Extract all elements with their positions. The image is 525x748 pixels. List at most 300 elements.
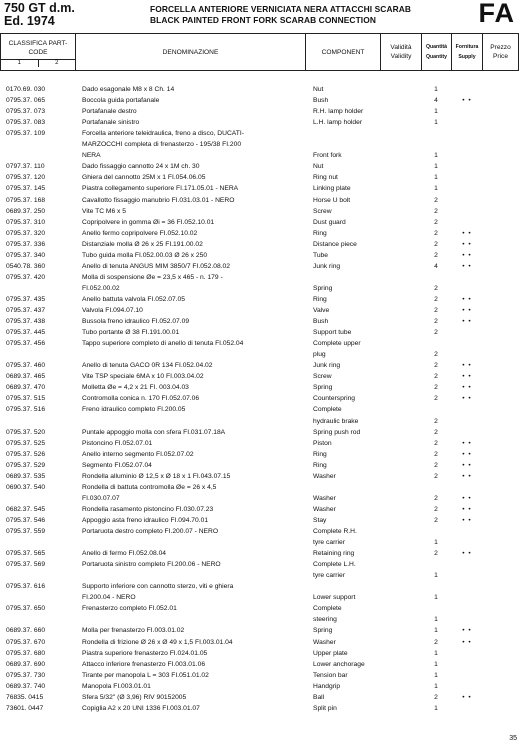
part-code: 0795.37. 438 bbox=[6, 318, 46, 326]
part-quantity: 2 bbox=[434, 362, 438, 370]
part-supply: • • bbox=[462, 229, 472, 237]
part-quantity: 1 bbox=[434, 627, 438, 635]
table-row bbox=[0, 483, 518, 493]
part-quantity: 4 bbox=[434, 262, 438, 270]
part-description: Puntale appoggio molla con sfera FI.031.07.18A bbox=[82, 428, 226, 436]
part-component: Washer bbox=[313, 494, 336, 502]
table-body-lines bbox=[1, 71, 519, 72]
part-code: 0690.37. 540 bbox=[6, 483, 46, 491]
part-quantity: 2 bbox=[434, 384, 438, 392]
part-description: Freno idraulico completo FI.200.05 bbox=[82, 406, 186, 414]
col-validity-label: Validity bbox=[390, 53, 412, 60]
part-quantity: 1 bbox=[434, 185, 438, 193]
part-quantity: 1 bbox=[434, 594, 438, 602]
table-row bbox=[0, 593, 518, 603]
part-component: Complete bbox=[313, 406, 342, 414]
table-row bbox=[0, 428, 518, 438]
table-row bbox=[0, 571, 518, 581]
part-component: Ring bbox=[313, 295, 327, 303]
part-description: Tubo portante Ø 38 FI.191.00.01 bbox=[82, 329, 180, 337]
part-description: Anello di tenuta GACO 0R 134 FI.052.04.02 bbox=[82, 362, 213, 370]
part-description: Portaruota sinistro completo FI.200.06 - NERO bbox=[82, 561, 221, 569]
part-component: Upper plate bbox=[313, 649, 348, 657]
part-code: 0795.37. 730 bbox=[6, 671, 46, 679]
table-row bbox=[0, 638, 518, 648]
table-row bbox=[0, 184, 518, 194]
part-code: 0795.37. 565 bbox=[6, 550, 46, 558]
part-quantity: 1 bbox=[434, 119, 438, 127]
part-quantity: 2 bbox=[434, 307, 438, 314]
part-code: 0540.78. 360 bbox=[6, 262, 46, 270]
part-code: 0795.37. 650 bbox=[6, 605, 46, 613]
part-quantity: 1 bbox=[434, 152, 438, 160]
part-description: Pistoncino FI.052.07.01 bbox=[82, 439, 153, 447]
part-description: Piastra collegamento superiore FI.171.05.01 - NERA bbox=[82, 185, 239, 193]
table-row bbox=[0, 660, 518, 670]
part-code: 0795.37. 516 bbox=[6, 406, 46, 414]
part-component: tyre carrier bbox=[313, 539, 345, 547]
part-supply: • • bbox=[462, 461, 472, 469]
part-component: Tube bbox=[313, 251, 328, 259]
col-classifica-label: CLASSIFICA PART-CODE bbox=[8, 39, 68, 56]
part-code: 0795.37. 546 bbox=[6, 516, 46, 524]
part-component: Lower support bbox=[313, 594, 356, 602]
part-supply: • • bbox=[462, 494, 472, 502]
col-fornitura-label: Fornitura bbox=[455, 44, 479, 50]
part-code: 0689.37. 740 bbox=[6, 682, 46, 690]
part-component: Bush bbox=[313, 318, 329, 326]
part-description: Portafanale sinistro bbox=[82, 119, 140, 127]
part-code: 0795.37. 670 bbox=[6, 638, 46, 646]
part-quantity: 2 bbox=[434, 550, 438, 558]
part-quantity: 1 bbox=[434, 660, 438, 668]
table-row bbox=[0, 549, 518, 559]
part-description: Tirante per manopola L = 303 FI.051.01.02 bbox=[82, 671, 209, 679]
part-component: plug bbox=[313, 351, 326, 359]
part-description: Forcella anteriore teleidraulica, freno a disco, DUCATI- bbox=[82, 130, 244, 138]
part-code: 0795.37. 569 bbox=[6, 561, 46, 569]
part-component: Lower anchorage bbox=[313, 660, 365, 668]
part-supply: • • bbox=[462, 318, 472, 326]
part-description: Rondella alluminio Ø 12,5 x Ø 18 x 1 FI.043.07.15 bbox=[82, 472, 231, 480]
part-supply: • • bbox=[462, 516, 472, 524]
part-quantity: 2 bbox=[434, 295, 438, 303]
part-supply: • • bbox=[462, 450, 472, 458]
part-code: 0689.37. 250 bbox=[6, 207, 46, 215]
part-quantity: 2 bbox=[434, 428, 438, 436]
part-quantity: 2 bbox=[434, 251, 438, 259]
table-row bbox=[0, 339, 518, 349]
table-row bbox=[0, 229, 518, 239]
part-component: Handgrip bbox=[313, 682, 341, 690]
part-code-subcols bbox=[1, 59, 75, 67]
part-quantity: 2 bbox=[434, 461, 438, 469]
part-component: Piston bbox=[313, 439, 332, 447]
part-component: Complete R.H. bbox=[313, 528, 357, 535]
table-row bbox=[0, 604, 518, 614]
table-row bbox=[0, 317, 518, 327]
part-supply: • • bbox=[462, 439, 472, 447]
part-component: R.H. lamp holder bbox=[313, 108, 364, 116]
table-row bbox=[0, 284, 518, 294]
col-validita-label: Validità bbox=[390, 44, 412, 51]
parts-table bbox=[0, 33, 519, 71]
part-quantity: 2 bbox=[434, 417, 438, 425]
part-quantity: 2 bbox=[434, 351, 438, 359]
header-title-block bbox=[150, 4, 411, 26]
part-component: Complete upper bbox=[313, 340, 361, 348]
part-component: Distance piece bbox=[313, 240, 357, 248]
part-code: 0795.37. 460 bbox=[6, 362, 46, 370]
table-row bbox=[0, 173, 518, 183]
part-description: Anello fermo copripolvere FI.052.10.02 bbox=[82, 229, 198, 237]
part-description: Molla per frenasterzo FI.003.01.02 bbox=[82, 627, 185, 635]
part-description: Dado fissaggio cannotto 24 x 1M ch. 30 bbox=[82, 163, 200, 171]
part-supply: • • bbox=[462, 262, 472, 270]
table-row bbox=[0, 295, 518, 305]
part-quantity: 2 bbox=[434, 284, 438, 292]
part-quantity: 2 bbox=[434, 207, 438, 215]
part-code: 0795.37. 320 bbox=[6, 229, 46, 237]
table-row bbox=[0, 439, 518, 449]
part-quantity: 2 bbox=[434, 229, 438, 237]
part-description: Supporto inferiore con cannotto sterzo, viti e ghiera bbox=[82, 583, 234, 591]
table-row bbox=[0, 85, 518, 95]
part-code: 0795.37. 145 bbox=[6, 185, 46, 193]
part-code: 0795.37. 559 bbox=[6, 528, 46, 535]
part-component: Valve bbox=[313, 307, 330, 314]
part-quantity: 1 bbox=[434, 108, 438, 116]
part-supply: • • bbox=[462, 251, 472, 259]
part-supply: • • bbox=[462, 505, 472, 513]
table-row bbox=[0, 405, 518, 415]
part-description: Portafanale destro bbox=[82, 108, 137, 116]
part-code: 0795.37. 435 bbox=[6, 295, 46, 303]
part-component: Bush bbox=[313, 97, 329, 105]
part-code: 0795.37. 120 bbox=[6, 174, 46, 182]
table-row bbox=[0, 96, 518, 106]
part-description: Attacco inferiore frenasterzo FI.003.01.06 bbox=[82, 660, 206, 668]
table-row bbox=[0, 372, 518, 382]
part-code: 0689.37. 470 bbox=[6, 384, 46, 392]
part-description: Frenasterzo completo FI.052.01 bbox=[82, 605, 177, 613]
part-description: Manopola FI.003.01.01 bbox=[82, 682, 151, 690]
part-code: 0795.37. 420 bbox=[6, 273, 46, 281]
part-description: Piastra superiore frenasterzo FI.024.01.05 bbox=[82, 649, 208, 657]
part-supply: • • bbox=[462, 638, 472, 646]
part-supply: • • bbox=[462, 97, 472, 105]
part-quantity: 2 bbox=[434, 505, 438, 513]
part-quantity: 2 bbox=[434, 494, 438, 502]
table-row bbox=[0, 560, 518, 570]
table-row bbox=[0, 626, 518, 636]
title-english: BLACK PAINTED FRONT FORK SCARAB CONNECTION bbox=[150, 15, 376, 25]
part-quantity: 1 bbox=[434, 682, 438, 690]
table-row bbox=[0, 140, 518, 150]
table-row bbox=[0, 582, 518, 592]
part-component: steering bbox=[313, 616, 337, 624]
part-code: 0795.37. 109 bbox=[6, 130, 46, 138]
col-quantita-label: Quantità bbox=[425, 44, 448, 50]
part-description: Bussola freno idraulico FI.052.07.09 bbox=[82, 318, 190, 326]
col-price-label: Price bbox=[492, 53, 509, 60]
part-code: 0689.37. 690 bbox=[6, 660, 46, 668]
col-supply-label: Supply bbox=[458, 54, 476, 60]
part-code: 0795.37. 680 bbox=[6, 649, 46, 657]
part-component: Spring bbox=[313, 627, 333, 635]
part-quantity: 2 bbox=[434, 329, 438, 337]
part-component: hydraulic brake bbox=[313, 417, 359, 425]
part-code: 0795.37. 168 bbox=[6, 196, 46, 204]
part-quantity: 2 bbox=[434, 472, 438, 480]
part-description: Dado esagonale M8 x 8 Ch. 14 bbox=[82, 86, 175, 93]
part-component: Screw bbox=[313, 373, 332, 381]
part-quantity: 1 bbox=[434, 671, 438, 679]
part-code: 0795.37. 616 bbox=[6, 583, 46, 591]
part-description: Boccola guida portafanale bbox=[82, 97, 160, 105]
part-code: 0795.37. 526 bbox=[6, 450, 46, 458]
table-row bbox=[0, 306, 518, 316]
table-row bbox=[0, 118, 518, 128]
col-classifica bbox=[1, 34, 76, 71]
part-description: FI.052.00.02 bbox=[82, 284, 120, 292]
part-component: Front fork bbox=[313, 152, 342, 160]
part-code: 0795.37. 456 bbox=[6, 340, 46, 348]
table-row bbox=[0, 262, 518, 272]
part-description: Rondella rasamento pistoncino FI.030.07.23 bbox=[82, 505, 214, 513]
part-component: Junk ring bbox=[313, 262, 341, 270]
table-row bbox=[0, 129, 518, 139]
part-quantity: 1 bbox=[434, 163, 438, 171]
table-row bbox=[0, 527, 518, 537]
part-supply: • • bbox=[462, 362, 472, 370]
part-supply: • • bbox=[462, 240, 472, 248]
part-description: Rondella di battuta contromolla Øe = 26 x 4,5 bbox=[82, 483, 217, 491]
part-description: Molletta Øe = 4,2 x 21 FI. 003.04.03 bbox=[82, 384, 189, 392]
table-row bbox=[0, 394, 518, 404]
part-quantity: 1 bbox=[434, 572, 438, 580]
part-quantity: 2 bbox=[434, 693, 438, 701]
part-description: Tappo superiore completo di anello di tenuta FI.052.04 bbox=[82, 340, 244, 348]
part-description: Rondella di frizione Ø 26 x Ø 49 x 1,5 FI.003.01.04 bbox=[82, 638, 233, 646]
table-row bbox=[0, 682, 518, 692]
part-quantity: 2 bbox=[434, 218, 438, 226]
part-quantity: 1 bbox=[434, 174, 438, 182]
part-description: Distanziale molla Ø 26 x 25 FI.191.00.02 bbox=[82, 240, 203, 248]
table-row bbox=[0, 461, 518, 471]
part-supply: • • bbox=[462, 295, 472, 303]
page-number: 35 bbox=[509, 735, 517, 742]
part-supply: • • bbox=[462, 472, 472, 480]
part-component: Retaining ring bbox=[313, 550, 355, 558]
part-code: 0795.37. 437 bbox=[6, 307, 46, 314]
part-component: Spring push rod bbox=[313, 428, 361, 436]
part-description: Anello di fermo FI.052.08.04 bbox=[82, 550, 167, 558]
part-quantity: 1 bbox=[434, 616, 438, 624]
table-row bbox=[0, 472, 518, 482]
part-code: 0795.37. 083 bbox=[6, 119, 46, 127]
col-quantita bbox=[422, 34, 452, 71]
part-quantity: 2 bbox=[434, 373, 438, 381]
part-description: Portaruota destro completo FI.200.07 - NERO bbox=[82, 528, 219, 535]
part-code: 0682.37. 545 bbox=[6, 505, 46, 513]
part-description: Copiglia A2 x 20 UNI 1336 FI.003.01.07 bbox=[82, 704, 200, 712]
table-row bbox=[0, 693, 518, 703]
part-component: Split pin bbox=[313, 704, 337, 712]
table-row bbox=[0, 151, 518, 161]
table-row bbox=[0, 383, 518, 393]
part-quantity: 2 bbox=[434, 395, 438, 403]
part-description: FI.030.07.07 bbox=[82, 494, 120, 502]
part-component: Complete L.H. bbox=[313, 561, 356, 569]
part-description: Anello di tenuta ANGUS MIM 3850/7 FI.052.08.02 bbox=[82, 262, 230, 270]
col-prezzo-label: Prezzo bbox=[490, 44, 511, 51]
part-code: 0689.37. 535 bbox=[6, 472, 46, 480]
table-row bbox=[0, 162, 518, 172]
part-quantity: 2 bbox=[434, 638, 438, 646]
part-description: FI.200.04 - NERO bbox=[82, 594, 136, 602]
part-code: 0689.37. 660 bbox=[6, 627, 46, 635]
part-component: Complete bbox=[313, 605, 342, 613]
part-component: Dust guard bbox=[313, 218, 346, 226]
table-row bbox=[0, 273, 518, 283]
part-code: 0795.37. 520 bbox=[6, 428, 46, 436]
part-description: Segmento FI.052.07.04 bbox=[82, 461, 152, 469]
part-quantity: 2 bbox=[434, 439, 438, 447]
part-supply: • • bbox=[462, 550, 472, 558]
part-component: Spring bbox=[313, 384, 333, 392]
table-row bbox=[0, 450, 518, 460]
col-fornitura bbox=[452, 34, 483, 71]
part-description: Molla di sospensione Øe = 23,5 x 465 - n. 179 - bbox=[82, 273, 223, 281]
part-component: Tension bar bbox=[313, 671, 348, 679]
part-component: Washer bbox=[313, 472, 336, 480]
col-denominazione: DENOMINAZIONE bbox=[76, 34, 306, 71]
part-description: Anello interno segmento FI.052.07.02 bbox=[82, 450, 194, 458]
table-row bbox=[0, 107, 518, 117]
part-code: 0795.37. 336 bbox=[6, 240, 46, 248]
subcol-1: 1 bbox=[17, 59, 21, 66]
part-code: 0795.37. 073 bbox=[6, 108, 46, 116]
part-quantity: 1 bbox=[434, 86, 438, 93]
table-row bbox=[0, 649, 518, 659]
table-row bbox=[0, 538, 518, 548]
part-component: Ring bbox=[313, 450, 327, 458]
part-code: 0795.37. 525 bbox=[6, 439, 46, 447]
part-quantity: 2 bbox=[434, 450, 438, 458]
table-row bbox=[0, 505, 518, 515]
part-code: 0170.69. 030 bbox=[6, 86, 46, 93]
table-row bbox=[0, 671, 518, 681]
subcol-2: 2 bbox=[38, 60, 76, 67]
part-quantity: 4 bbox=[434, 97, 438, 105]
part-code: 0795.37. 445 bbox=[6, 329, 46, 337]
part-code: 0797.37. 110 bbox=[6, 163, 45, 171]
part-code: 0795.37. 310 bbox=[6, 218, 46, 226]
model-name: 750 GT d.m. bbox=[4, 1, 75, 15]
part-description: Vite TC M6 x 5 bbox=[82, 207, 126, 215]
col-component: COMPONENT bbox=[306, 34, 381, 71]
table-row bbox=[0, 516, 518, 526]
part-description: Anello battuta valvola FI.052.07.05 bbox=[82, 295, 185, 303]
part-code: 0795.37. 340 bbox=[6, 251, 46, 259]
part-component: Ring nut bbox=[313, 174, 338, 182]
part-description: Appoggio asta freno idraulico FI.094.70.01 bbox=[82, 516, 209, 524]
col-quantity-label: Quantity bbox=[425, 54, 448, 60]
table-row bbox=[0, 240, 518, 250]
part-code: 73601. 0447 bbox=[6, 704, 44, 712]
table-row bbox=[0, 615, 518, 625]
part-component: Ring bbox=[313, 229, 327, 237]
part-description: Contromolla conica n. 170 FI.052.07.06 bbox=[82, 395, 200, 403]
part-description: Valvola FI.094.07.10 bbox=[82, 307, 143, 314]
table-row bbox=[0, 251, 518, 261]
part-component: Counterspring bbox=[313, 395, 356, 403]
table-row bbox=[0, 207, 518, 217]
part-description: Tubo guida molla FI.052.00.03 Ø 26 x 250 bbox=[82, 251, 208, 259]
part-component: Support tube bbox=[313, 329, 352, 337]
part-supply: • • bbox=[462, 627, 472, 635]
table-row bbox=[0, 361, 518, 371]
part-component: Nut bbox=[313, 86, 324, 93]
table-row bbox=[0, 218, 518, 228]
part-code: 0689.37. 465 bbox=[6, 373, 46, 381]
part-description: MARZOCCHI completa di frenasterzo - 195/38 FI.200 bbox=[82, 141, 242, 149]
table-row bbox=[0, 196, 518, 206]
part-description: Copripolvere in gomma Øi = 36 FI.052.10.01 bbox=[82, 218, 215, 226]
title-italian: FORCELLA ANTERIORE VERNICIATA NERA ATTACCHI SCARAB bbox=[150, 4, 412, 14]
part-quantity: 1 bbox=[434, 649, 438, 657]
part-component: Horse U bolt bbox=[313, 196, 351, 204]
table-row bbox=[0, 704, 518, 714]
part-description: NERA bbox=[82, 152, 101, 160]
part-quantity: 1 bbox=[434, 539, 438, 547]
part-description: Cavallotto fissaggio manubrio FI.031.03.01 - NERO bbox=[82, 196, 235, 204]
part-supply: • • bbox=[462, 384, 472, 392]
header-model-block bbox=[4, 2, 75, 28]
part-component: L.H. lamp holder bbox=[313, 119, 363, 127]
part-component: Stay bbox=[313, 516, 327, 524]
part-component: Junk ring bbox=[313, 362, 341, 370]
section-code: FA bbox=[478, 0, 515, 28]
part-description: Ghiera del cannotto 25M x 1 FI.054.06.05 bbox=[82, 174, 206, 182]
part-supply: • • bbox=[462, 693, 472, 701]
table-row bbox=[0, 494, 518, 504]
part-description: Vite TSP speciale 6MA x 10 FI.003.04.02 bbox=[82, 373, 204, 381]
part-quantity: 2 bbox=[434, 240, 438, 248]
part-component: Washer bbox=[313, 638, 336, 646]
col-prezzo bbox=[483, 34, 519, 71]
part-quantity: 2 bbox=[434, 516, 438, 524]
part-quantity: 2 bbox=[434, 318, 438, 326]
part-code: 0795.37. 529 bbox=[6, 461, 46, 469]
table-row bbox=[0, 328, 518, 338]
part-component: Ball bbox=[313, 693, 325, 701]
part-component: tyre carrier bbox=[313, 572, 345, 580]
part-supply: • • bbox=[462, 373, 472, 381]
part-component: Spring bbox=[313, 284, 333, 292]
part-quantity: 2 bbox=[434, 196, 438, 204]
part-quantity: 1 bbox=[434, 704, 438, 712]
table-row bbox=[0, 350, 518, 360]
part-component: Ring bbox=[313, 461, 327, 469]
part-component: Screw bbox=[313, 207, 332, 215]
part-component: Nut bbox=[313, 163, 324, 171]
part-component: Washer bbox=[313, 505, 336, 513]
part-supply: • • bbox=[462, 307, 472, 314]
part-description: Sfera 5/32" (Ø 3,96) RIV 90152005 bbox=[82, 693, 187, 701]
table-row bbox=[0, 417, 518, 427]
